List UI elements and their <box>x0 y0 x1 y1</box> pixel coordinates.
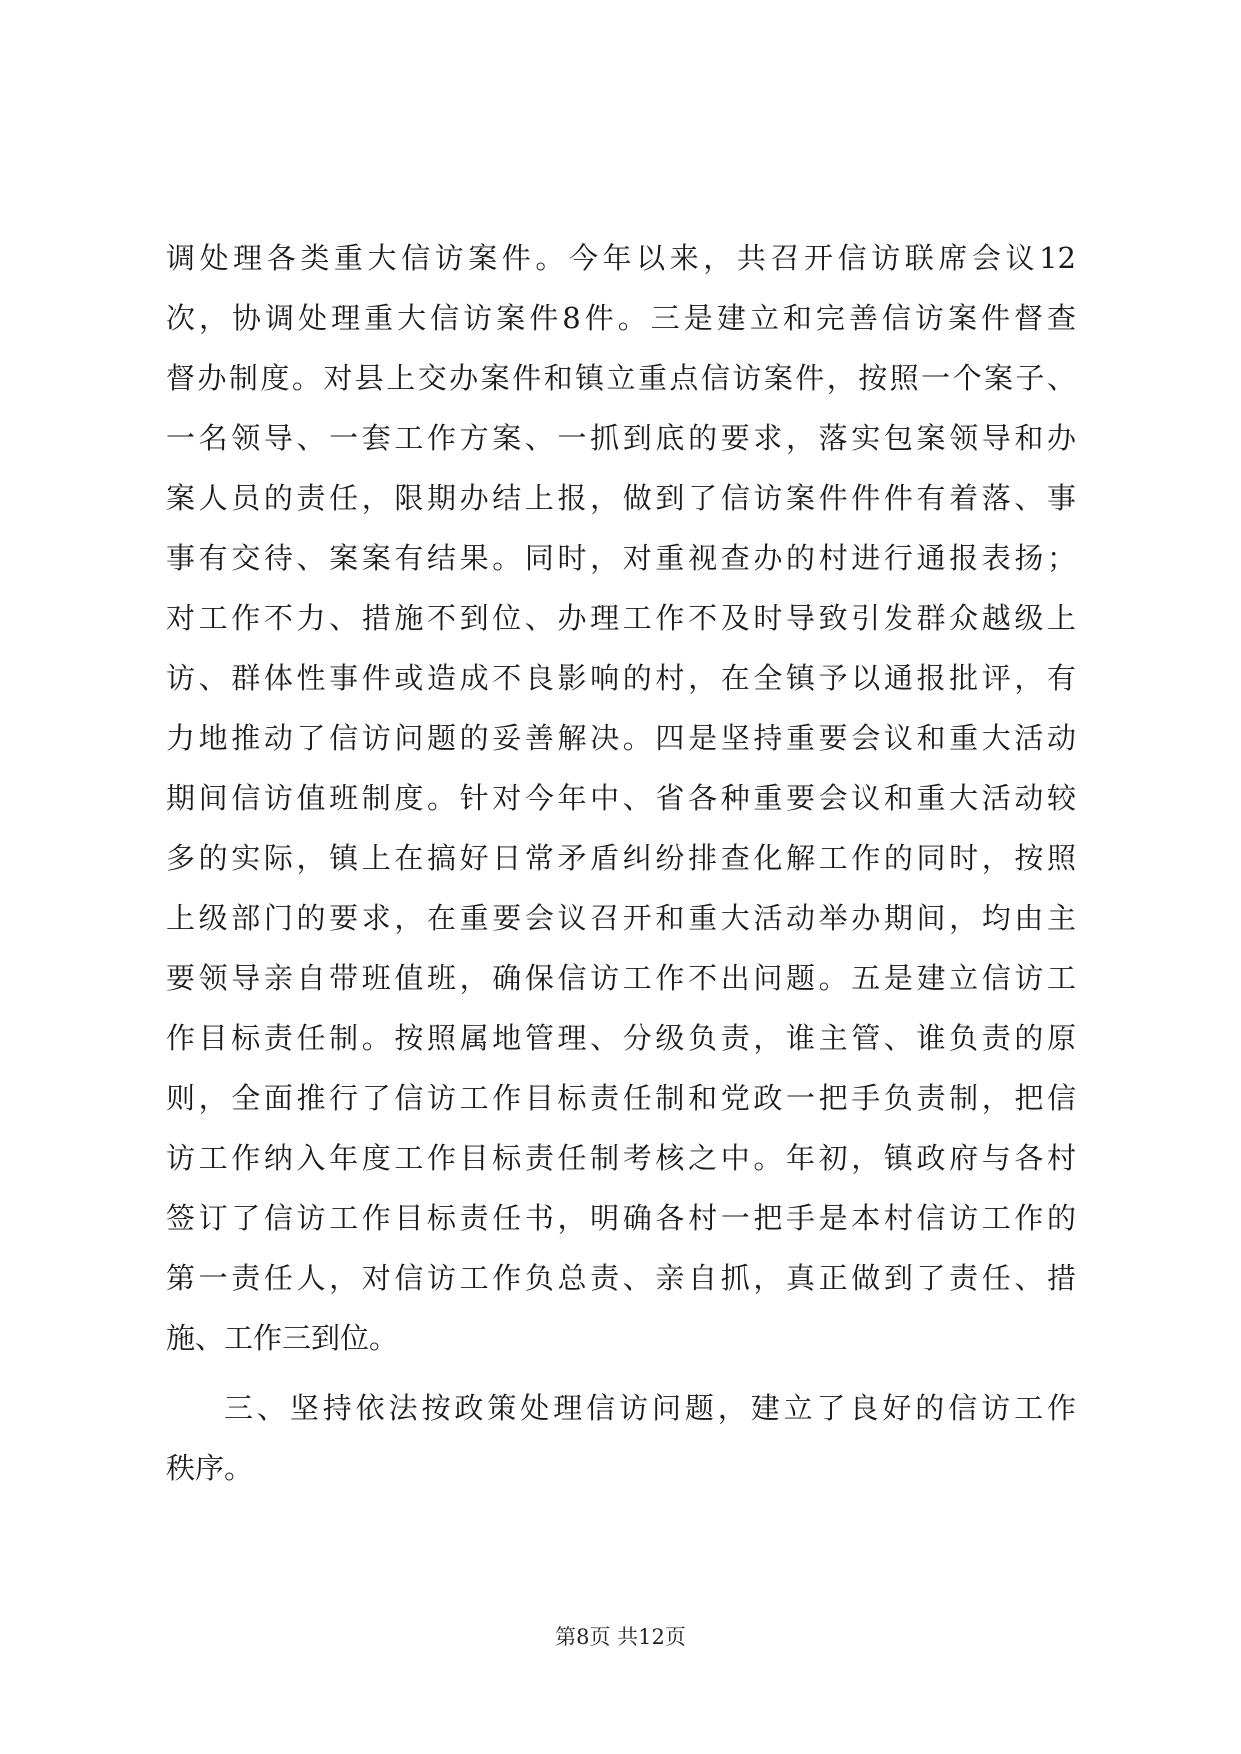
text-line: 督办制度。对县上交办案件和镇立重点信访案件，按照一个案子、 <box>166 361 1076 395</box>
text-line: 期间信访值班制度。针对今年中、省各种重要会议和重大活动较 <box>166 781 1076 815</box>
paragraph-1 <box>166 228 1076 1368</box>
text-line: 签订了信访工作目标责任书，明确各村一把手是本村信访工作的 <box>166 1201 1076 1235</box>
section-heading-line: 秩序。 <box>166 1451 254 1485</box>
text-line: 第一责任人，对信访工作负总责、亲自抓，真正做到了责任、措 <box>166 1261 1076 1295</box>
text-line: 对工作不力、措施不到位、办理工作不及时导致引发群众越级上 <box>166 601 1076 635</box>
text-line: 次，协调处理重大信访案件8件。三是建立和完善信访案件督查 <box>166 301 1076 335</box>
document-body <box>166 228 1076 1498</box>
text-line: 则，全面推行了信访工作目标责任制和党政一把手负责制，把信 <box>166 1081 1076 1115</box>
paragraph-spacer <box>166 1368 1076 1378</box>
paragraph-2 <box>166 1378 1076 1498</box>
text-line: 一名领导、一套工作方案、一抓到底的要求，落实包案领导和办 <box>166 421 1076 455</box>
text-line: 作目标责任制。按照属地管理、分级负责，谁主管、谁负责的原 <box>166 1021 1076 1055</box>
text-line: 施、工作三到位。 <box>166 1321 399 1355</box>
text-line: 访、群体性事件或造成不良影响的村，在全镇予以通报批评，有 <box>166 661 1076 695</box>
text-line: 要领导亲自带班值班，确保信访工作不出问题。五是建立信访工 <box>166 961 1076 995</box>
text-line: 上级部门的要求，在重要会议召开和重大活动举办期间，均由主 <box>166 901 1076 935</box>
page-number-footer: 第8页 共12页 <box>555 1625 686 1649</box>
text-line: 访工作纳入年度工作目标责任制考核之中。年初，镇政府与各村 <box>166 1141 1076 1175</box>
text-line: 调处理各类重大信访案件。今年以来，共召开信访联席会议12 <box>166 241 1076 275</box>
text-line: 案人员的责任，限期办结上报，做到了信访案件件件有着落、事 <box>166 481 1076 515</box>
section-heading-line: 三、坚持依法按政策处理信访问题，建立了良好的信访工作 <box>224 1391 1076 1425</box>
text-line: 多的实际，镇上在搞好日常矛盾纠纷排查化解工作的同时，按照 <box>166 841 1076 875</box>
text-line: 力地推动了信访问题的妥善解决。四是坚持重要会议和重大活动 <box>166 721 1076 755</box>
text-line: 事有交待、案案有结果。同时，对重视查办的村进行通报表扬； <box>166 541 1076 575</box>
